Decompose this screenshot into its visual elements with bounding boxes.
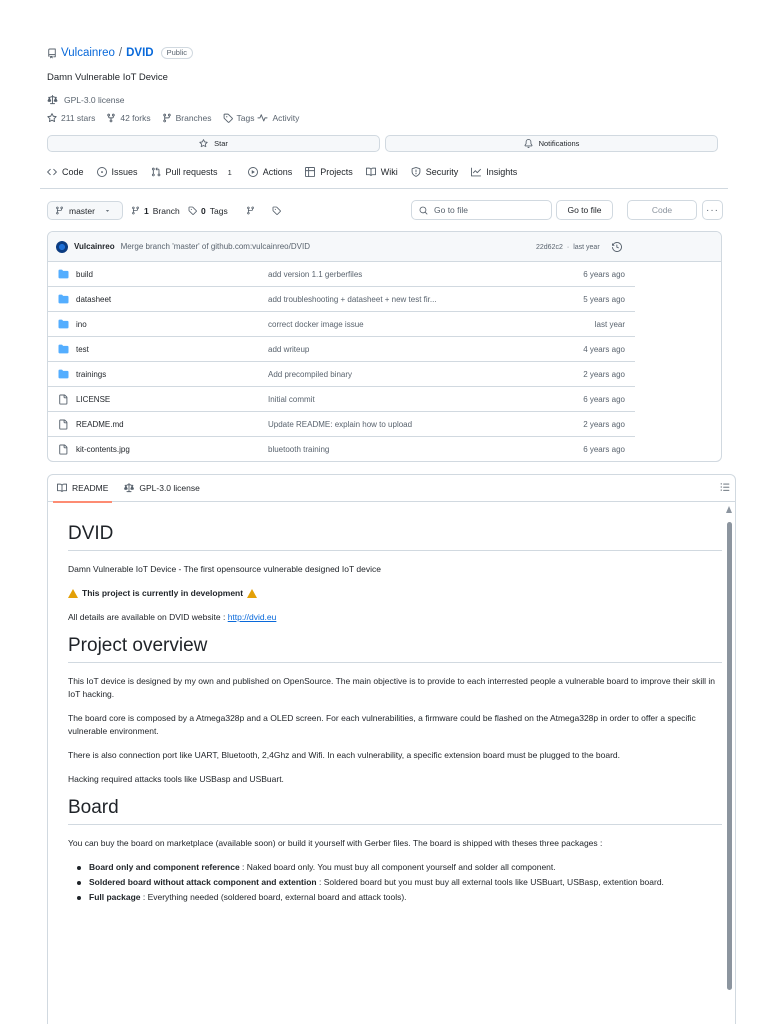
star-icon	[199, 139, 208, 148]
repo-nav	[47, 161, 517, 183]
file-name[interactable]: trainings	[76, 369, 107, 379]
tag-icon	[188, 206, 197, 215]
file-name[interactable]: datasheet	[76, 294, 112, 304]
readme-warning	[68, 587, 722, 600]
file-table	[47, 231, 722, 462]
tags-label: Tags	[236, 113, 255, 123]
file-commit-date: 4 years ago	[583, 344, 625, 354]
file-commit-message[interactable]: add writeup	[268, 344, 310, 354]
file-commit-message[interactable]: Add precompiled binary	[268, 369, 353, 379]
file-commit-message[interactable]: Initial commit	[268, 394, 315, 404]
tab-insights-label: Insights	[486, 167, 518, 177]
commit-separator: ·	[566, 243, 570, 251]
branch-select-button[interactable]	[47, 201, 123, 220]
file-name[interactable]: build	[76, 269, 93, 279]
branch-icon	[162, 113, 172, 123]
history-icon[interactable]	[612, 242, 622, 252]
repo-slash: /	[118, 47, 123, 59]
file-name[interactable]: ino	[76, 319, 87, 329]
table-row[interactable]	[48, 337, 635, 362]
notifications-button[interactable]	[385, 135, 718, 152]
tab-wiki-label: Wiki	[380, 167, 398, 177]
file-name[interactable]: test	[76, 344, 89, 354]
tag-count-label: Tags	[209, 205, 228, 216]
pull-requests-count: 1	[227, 167, 232, 177]
table-row[interactable]	[48, 437, 635, 462]
branches-label: Branches	[175, 113, 212, 123]
branch-count: 1	[144, 205, 149, 216]
file-commit-date: 2 years ago	[583, 369, 625, 379]
search-icon	[419, 206, 428, 215]
play-icon	[248, 167, 258, 177]
overview-paragraph: Hacking required attacks tools like USBasp and USBuart.	[68, 774, 284, 784]
notifications-button-label: Notifications	[538, 139, 580, 148]
tab-projects[interactable]	[305, 161, 353, 183]
readme-tabs	[48, 475, 735, 502]
tab-readme-label: README	[72, 483, 109, 493]
file-name[interactable]: LICENSE	[76, 394, 111, 404]
tab-readme[interactable]	[57, 475, 108, 502]
tab-issues[interactable]	[97, 161, 138, 183]
file-list	[48, 262, 635, 462]
file-commit-message[interactable]: add troubleshooting + datasheet + new test fir...	[268, 294, 437, 304]
file-commit-message[interactable]: bluetooth training	[268, 445, 330, 454]
repo-icon	[47, 48, 57, 59]
commit-time: last year	[573, 243, 600, 251]
tab-actions-label: Actions	[262, 167, 293, 177]
warning-icon	[68, 589, 78, 598]
law-icon	[124, 483, 134, 493]
package-text: : Soldered board but you must buy all external tools like USBuart, USBasp, extention board.	[316, 877, 664, 887]
repo-stats	[47, 113, 299, 123]
package-text: : Everything needed (soldered board, external board and attack tools).	[140, 892, 407, 902]
commit-meta	[536, 232, 622, 262]
shield-icon	[411, 167, 421, 177]
repo-description: Damn Vulnerable IoT Device	[47, 72, 168, 83]
file-name[interactable]: README.md	[76, 419, 124, 429]
fork-icon	[106, 113, 116, 123]
file-commit-date: 2 years ago	[583, 419, 625, 429]
tag-icon	[223, 113, 233, 123]
file-commit-date: 6 years ago	[583, 394, 625, 404]
star-button-label: Star	[214, 139, 228, 148]
board-paragraph: You can buy the board on marketplace (available soon) or build it yourself with Gerber files. The board is shipped with theses three packages :	[68, 838, 603, 848]
pull-request-icon	[151, 167, 161, 177]
folder-icon	[58, 319, 69, 331]
book-icon	[57, 483, 67, 493]
table-row[interactable]	[48, 362, 635, 387]
go-to-file-placeholder: Go to file	[434, 205, 469, 215]
branch-icon	[246, 206, 255, 215]
package-title: Full package	[89, 892, 141, 902]
tab-actions[interactable]	[248, 161, 293, 183]
law-icon	[47, 95, 58, 105]
scrollbar-thumb[interactable]	[727, 522, 732, 990]
tag-icon	[272, 206, 281, 215]
book-icon	[366, 167, 376, 177]
file-icon	[58, 444, 68, 457]
tab-license[interactable]	[124, 475, 199, 502]
avatar[interactable]	[56, 241, 68, 253]
forks-link[interactable]	[106, 113, 150, 123]
list-item	[68, 891, 722, 904]
chevron-down-icon	[104, 207, 111, 214]
commit-message[interactable]: Merge branch 'master' of github.com:vulcainreo/DVID	[120, 242, 310, 251]
table-row[interactable]	[48, 262, 635, 287]
tab-security-label: Security	[425, 167, 459, 177]
table-row[interactable]	[48, 387, 635, 412]
readme-details	[68, 611, 722, 624]
overview-paragraph: This IoT device is designed by my own and published on OpenSource. The main objective is to provide to each interrested people a vulnerable board to improve their skill in IoT hacking.	[68, 676, 715, 699]
tags-link[interactable]	[223, 113, 255, 123]
activity-label: Activity	[272, 113, 300, 123]
code-icon	[47, 167, 57, 177]
star-button[interactable]	[47, 135, 380, 152]
commit-author[interactable]: Vulcainreo	[74, 242, 115, 251]
folder-icon	[58, 344, 69, 356]
table-row[interactable]	[48, 412, 635, 437]
readme-intro: Damn Vulnerable IoT Device - The first opensource vulnerable designed IoT device	[68, 564, 381, 574]
tab-license-label: GPL-3.0 license	[139, 483, 200, 493]
more-options-button[interactable]: ···	[702, 200, 723, 220]
table-icon	[305, 167, 315, 177]
tab-wiki[interactable]	[366, 161, 398, 183]
tab-code-label: Code	[62, 167, 84, 177]
readme-title: DVID	[68, 523, 722, 551]
tag-count: 0	[201, 205, 206, 216]
commit-hash[interactable]: 22d62c2	[536, 243, 563, 251]
folder-icon	[58, 294, 69, 306]
list-item	[68, 876, 722, 889]
tab-security[interactable]	[411, 161, 459, 183]
code-button[interactable]: Code	[627, 200, 697, 220]
forks-count: 42 forks	[120, 113, 151, 123]
tab-insights[interactable]	[471, 161, 517, 183]
graph-icon	[471, 167, 481, 177]
branch-extra-link[interactable]	[246, 201, 255, 220]
readme-content	[68, 505, 722, 915]
overview-heading: Project overview	[68, 635, 722, 663]
package-title: Soldered board without attack component and extention	[89, 877, 317, 887]
package-list	[68, 861, 722, 904]
overview-paragraph: There is also connection port like UART, Bluetooth, 2,4Ghz and Wifi. In each vulnerability, a specific extension board must be plugged to the board.	[68, 750, 621, 760]
readme-details-text: All details are available on DVID website :	[68, 612, 228, 622]
list-item	[68, 861, 722, 874]
branches-count-link[interactable]	[131, 201, 180, 220]
pulse-icon	[257, 113, 268, 123]
tab-pull-requests-label: Pull requests	[165, 167, 218, 177]
package-text: : Naked board only. You must buy all component yourself and solder all component.	[239, 862, 556, 872]
file-commit-date: 6 years ago	[583, 445, 625, 454]
file-icon	[58, 419, 68, 432]
star-icon	[47, 113, 57, 123]
file-commit-date: 5 years ago	[583, 294, 625, 304]
activity-link[interactable]	[257, 113, 299, 123]
license-label: GPL-3.0 license	[64, 95, 125, 105]
nav-divider	[40, 188, 728, 189]
folder-icon	[58, 369, 69, 381]
tab-pull-requests[interactable]	[151, 161, 235, 183]
dvid-website-link[interactable]: http://dvid.eu	[227, 612, 277, 622]
file-commit-date: last year	[594, 319, 625, 329]
branch-icon	[131, 206, 140, 215]
tab-code[interactable]	[47, 161, 84, 183]
table-row[interactable]	[48, 287, 635, 312]
table-row[interactable]	[48, 312, 635, 337]
branch-icon	[55, 206, 64, 215]
scroll-up-arrow[interactable]	[726, 506, 732, 513]
repo-owner-link[interactable]: Vulcainreo	[61, 47, 115, 59]
tab-projects-label: Projects	[320, 167, 353, 177]
go-to-file-button[interactable]: Go to file	[556, 200, 613, 220]
repo-name-link[interactable]: DVID	[126, 47, 154, 59]
license-link[interactable]	[47, 95, 124, 105]
branch-count-label: Branch	[152, 205, 180, 216]
repo-title	[47, 45, 193, 61]
package-title: Board only and component reference	[89, 862, 240, 872]
warning-icon	[247, 589, 257, 598]
branches-link[interactable]	[162, 113, 212, 123]
tag-extra-link[interactable]	[272, 201, 281, 220]
file-commit-message[interactable]: Update README: explain how to upload	[268, 419, 413, 429]
overview-paragraph: The board core is composed by a Atmega328p and a OLED screen. For each vulnerabilities, a firmware could be flashed on the Atmega328p in order to offer a specific vulnerable environment.	[68, 713, 696, 736]
file-name[interactable]: kit-contents.jpg	[76, 445, 130, 454]
go-to-file-input[interactable]	[411, 200, 552, 220]
file-commit-date: 6 years ago	[583, 269, 625, 279]
folder-icon	[58, 269, 69, 281]
stars-count: 211 stars	[61, 113, 96, 123]
latest-commit-bar	[48, 232, 721, 262]
visibility-badge: Public	[161, 47, 193, 59]
tags-count-link[interactable]	[188, 201, 228, 220]
tab-issues-label: Issues	[111, 167, 138, 177]
issue-icon	[97, 167, 107, 177]
file-commit-message[interactable]: correct docker image issue	[268, 319, 364, 329]
board-heading: Board	[68, 797, 722, 825]
list-unordered-icon[interactable]	[720, 482, 764, 492]
bell-icon	[524, 139, 533, 148]
file-commit-message[interactable]: add version 1.1 gerberfiles	[268, 269, 363, 279]
file-icon	[58, 394, 68, 407]
stars-link[interactable]	[47, 113, 95, 123]
readme-warning-text: This project is currently in development	[82, 588, 244, 598]
branch-name: master	[69, 205, 95, 216]
